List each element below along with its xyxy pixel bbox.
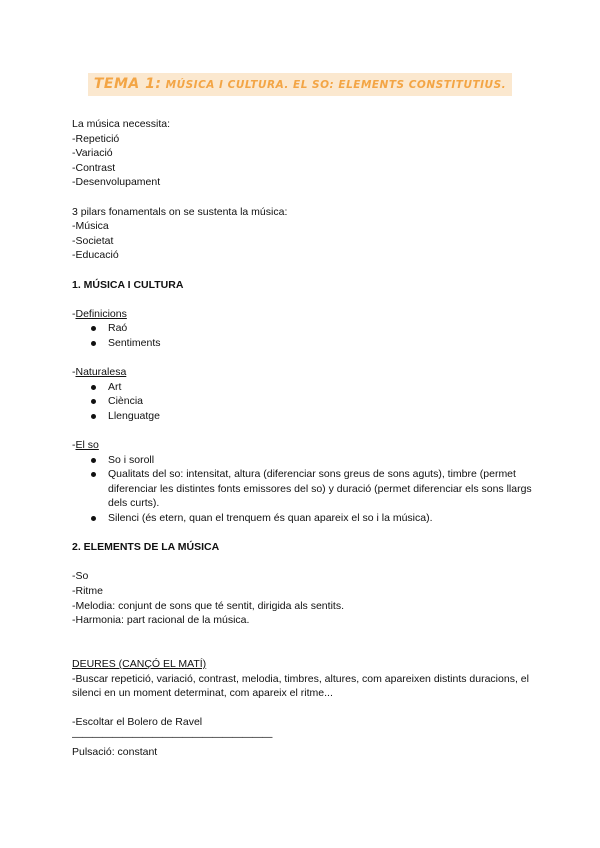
document-title [88, 73, 512, 96]
definicions-list [72, 321, 542, 350]
list-item: So i soroll [108, 453, 542, 468]
section2-item: -Ritme [72, 585, 103, 597]
pilars-item: -Societat [72, 234, 114, 247]
bullet-icon [91, 326, 96, 331]
elso-list [72, 453, 542, 526]
list-item: Art [108, 380, 542, 395]
pilars-label: 3 pilars fonamentals on se sustenta la música: [72, 205, 288, 218]
intro-item: -Desenvolupament [72, 176, 161, 189]
title-lead: TEMA 1: [93, 76, 162, 92]
intro-item: -Contrast [72, 161, 116, 174]
intro-label: La música necessita: [72, 118, 171, 130]
list-item: Sentiments [108, 336, 542, 351]
pilars-item: -Educació [72, 249, 119, 262]
definicions-label: -Definicions [72, 307, 127, 320]
bullet-icon [91, 458, 96, 463]
elso-label: -El so [72, 439, 99, 452]
deures-task: -Buscar repetició, variació, contrast, melodia, timbres, altures, com apareixen distints duracions, el silenci en un moment determinat, com apareix el ritme... [72, 672, 529, 700]
section2-item: -So [72, 570, 89, 583]
naturalesa-label: -Naturalesa [72, 366, 127, 379]
list-item: Silenci (és etern, quan el trenquem és quan apareix el so i la música). [108, 511, 542, 526]
list-item: Raó [108, 321, 542, 336]
bullet-icon [91, 472, 96, 477]
bullet-icon [91, 399, 96, 404]
naturalesa-list [72, 380, 542, 424]
list-item: Qualitats del so: intensitat, altura (diferenciar sons greus de sons aguts), timbre (permet diferenciar les distintes fonts emissores del so) y duració (permet diferenciar els sons llargs dels curts). [108, 467, 542, 511]
bullet-icon [91, 385, 96, 390]
section2-item: -Harmonia: part racional de la música. [72, 614, 250, 627]
divider-line: ———————————————————— [72, 730, 272, 743]
bullet-icon [91, 414, 96, 419]
intro-item: -Variació [72, 147, 113, 160]
section2-item: -Melodia: conjunt de sons que té sentit, dirigida als sentits. [72, 599, 344, 612]
title-container [0, 73, 600, 96]
bullet-icon [91, 341, 96, 346]
section1-heading: 1. MÚSICA I CULTURA [72, 278, 184, 291]
list-item: Ciència [108, 394, 542, 409]
document-body [72, 117, 542, 759]
pilars-item: -Música [72, 220, 109, 233]
title-rest: MÚSICA I CULTURA. EL SO: ELEMENTS CONSTITUTIUS. [165, 79, 507, 91]
bullet-icon [91, 516, 96, 521]
section2-heading: 2. ELEMENTS DE LA MÚSICA [72, 541, 220, 554]
deures-heading: DEURES (CANÇÓ EL MATÍ) [72, 657, 207, 670]
intro-item: -Repetició [72, 132, 120, 145]
list-item: Llenguatge [108, 409, 542, 424]
deures-task: -Escoltar el Bolero de Ravel [72, 716, 203, 729]
pulsacio-text: Pulsació: constant [72, 745, 158, 758]
